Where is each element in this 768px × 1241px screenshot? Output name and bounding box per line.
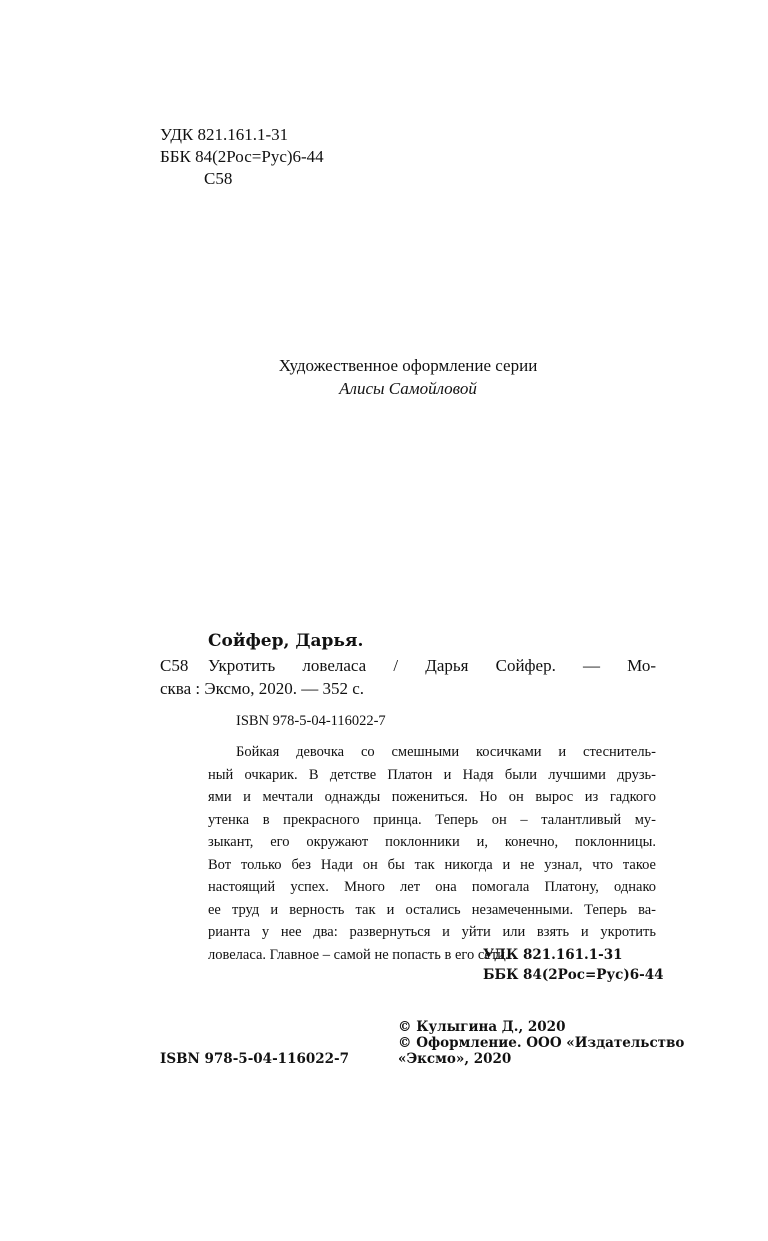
annotation-line: настоящий успех. Много лет она помогала Платону, однако bbox=[208, 879, 656, 895]
catalog-title-line-1: Укротить ловеласа / Дарья Сойфер. — Мо- bbox=[208, 656, 656, 675]
annotation-line: ями и мечтали однажды пожениться. Но он вырос из гадкого bbox=[208, 789, 656, 805]
catalog-title-line-2: сква : Эксмо, 2020. — 352 с. bbox=[160, 679, 365, 698]
udk-code: УДК 821.161.1-31 bbox=[160, 125, 289, 144]
annotation bbox=[208, 741, 656, 966]
footer-isbn: ISBN 978-5-04-116022-7 bbox=[160, 1051, 350, 1067]
annotation-line: Бойкая девочка со смешными косичками и стеснитель- bbox=[236, 744, 656, 760]
copyright-author: © Кулыгина Д., 2020 bbox=[398, 1019, 566, 1035]
series-design-artist: Алисы Самойловой bbox=[339, 379, 477, 398]
annotation-line: ный очкарик. В детстве Платон и Надя были лучшими друзь- bbox=[208, 766, 656, 783]
copyright-publisher: «Эксмо», 2020 bbox=[398, 1051, 512, 1067]
annotation-line: рианта у нее два: развернуться и уйти или взять и укротить bbox=[208, 924, 656, 940]
catalog-mark: С58 bbox=[160, 656, 189, 675]
bbk-code: ББК 84(2Рос=Рус)6-44 bbox=[160, 147, 324, 166]
copyright-design: © Оформление. ООО «Издательство bbox=[398, 1035, 685, 1051]
bbk-code-bottom: ББК 84(2Рос=Рус)6-44 bbox=[483, 967, 664, 983]
annotation-line: Вот только без Нади он бы так никогда и не узнал, что такое bbox=[208, 856, 656, 873]
annotation-line: ее труд и верность так и остались незамеченными. Теперь ва- bbox=[208, 901, 656, 918]
series-design-line: Художественное оформление серии bbox=[278, 356, 538, 375]
catalog-author: Сойфер, Дарья. bbox=[208, 631, 364, 651]
annotation-line: ловеласа. Главное – самой не попасть в его сети. bbox=[208, 946, 509, 963]
udk-code-bottom: УДК 821.161.1-31 bbox=[483, 947, 623, 963]
annotation-line: зыкант, его окружают поклонники и, конечно, поклонницы. bbox=[208, 834, 656, 850]
annotation-line: утенка в прекрасного принца. Теперь он – талантливый му- bbox=[208, 811, 656, 828]
author-mark: С58 bbox=[204, 169, 233, 188]
catalog-isbn: ISBN 978-5-04-116022-7 bbox=[236, 713, 386, 729]
